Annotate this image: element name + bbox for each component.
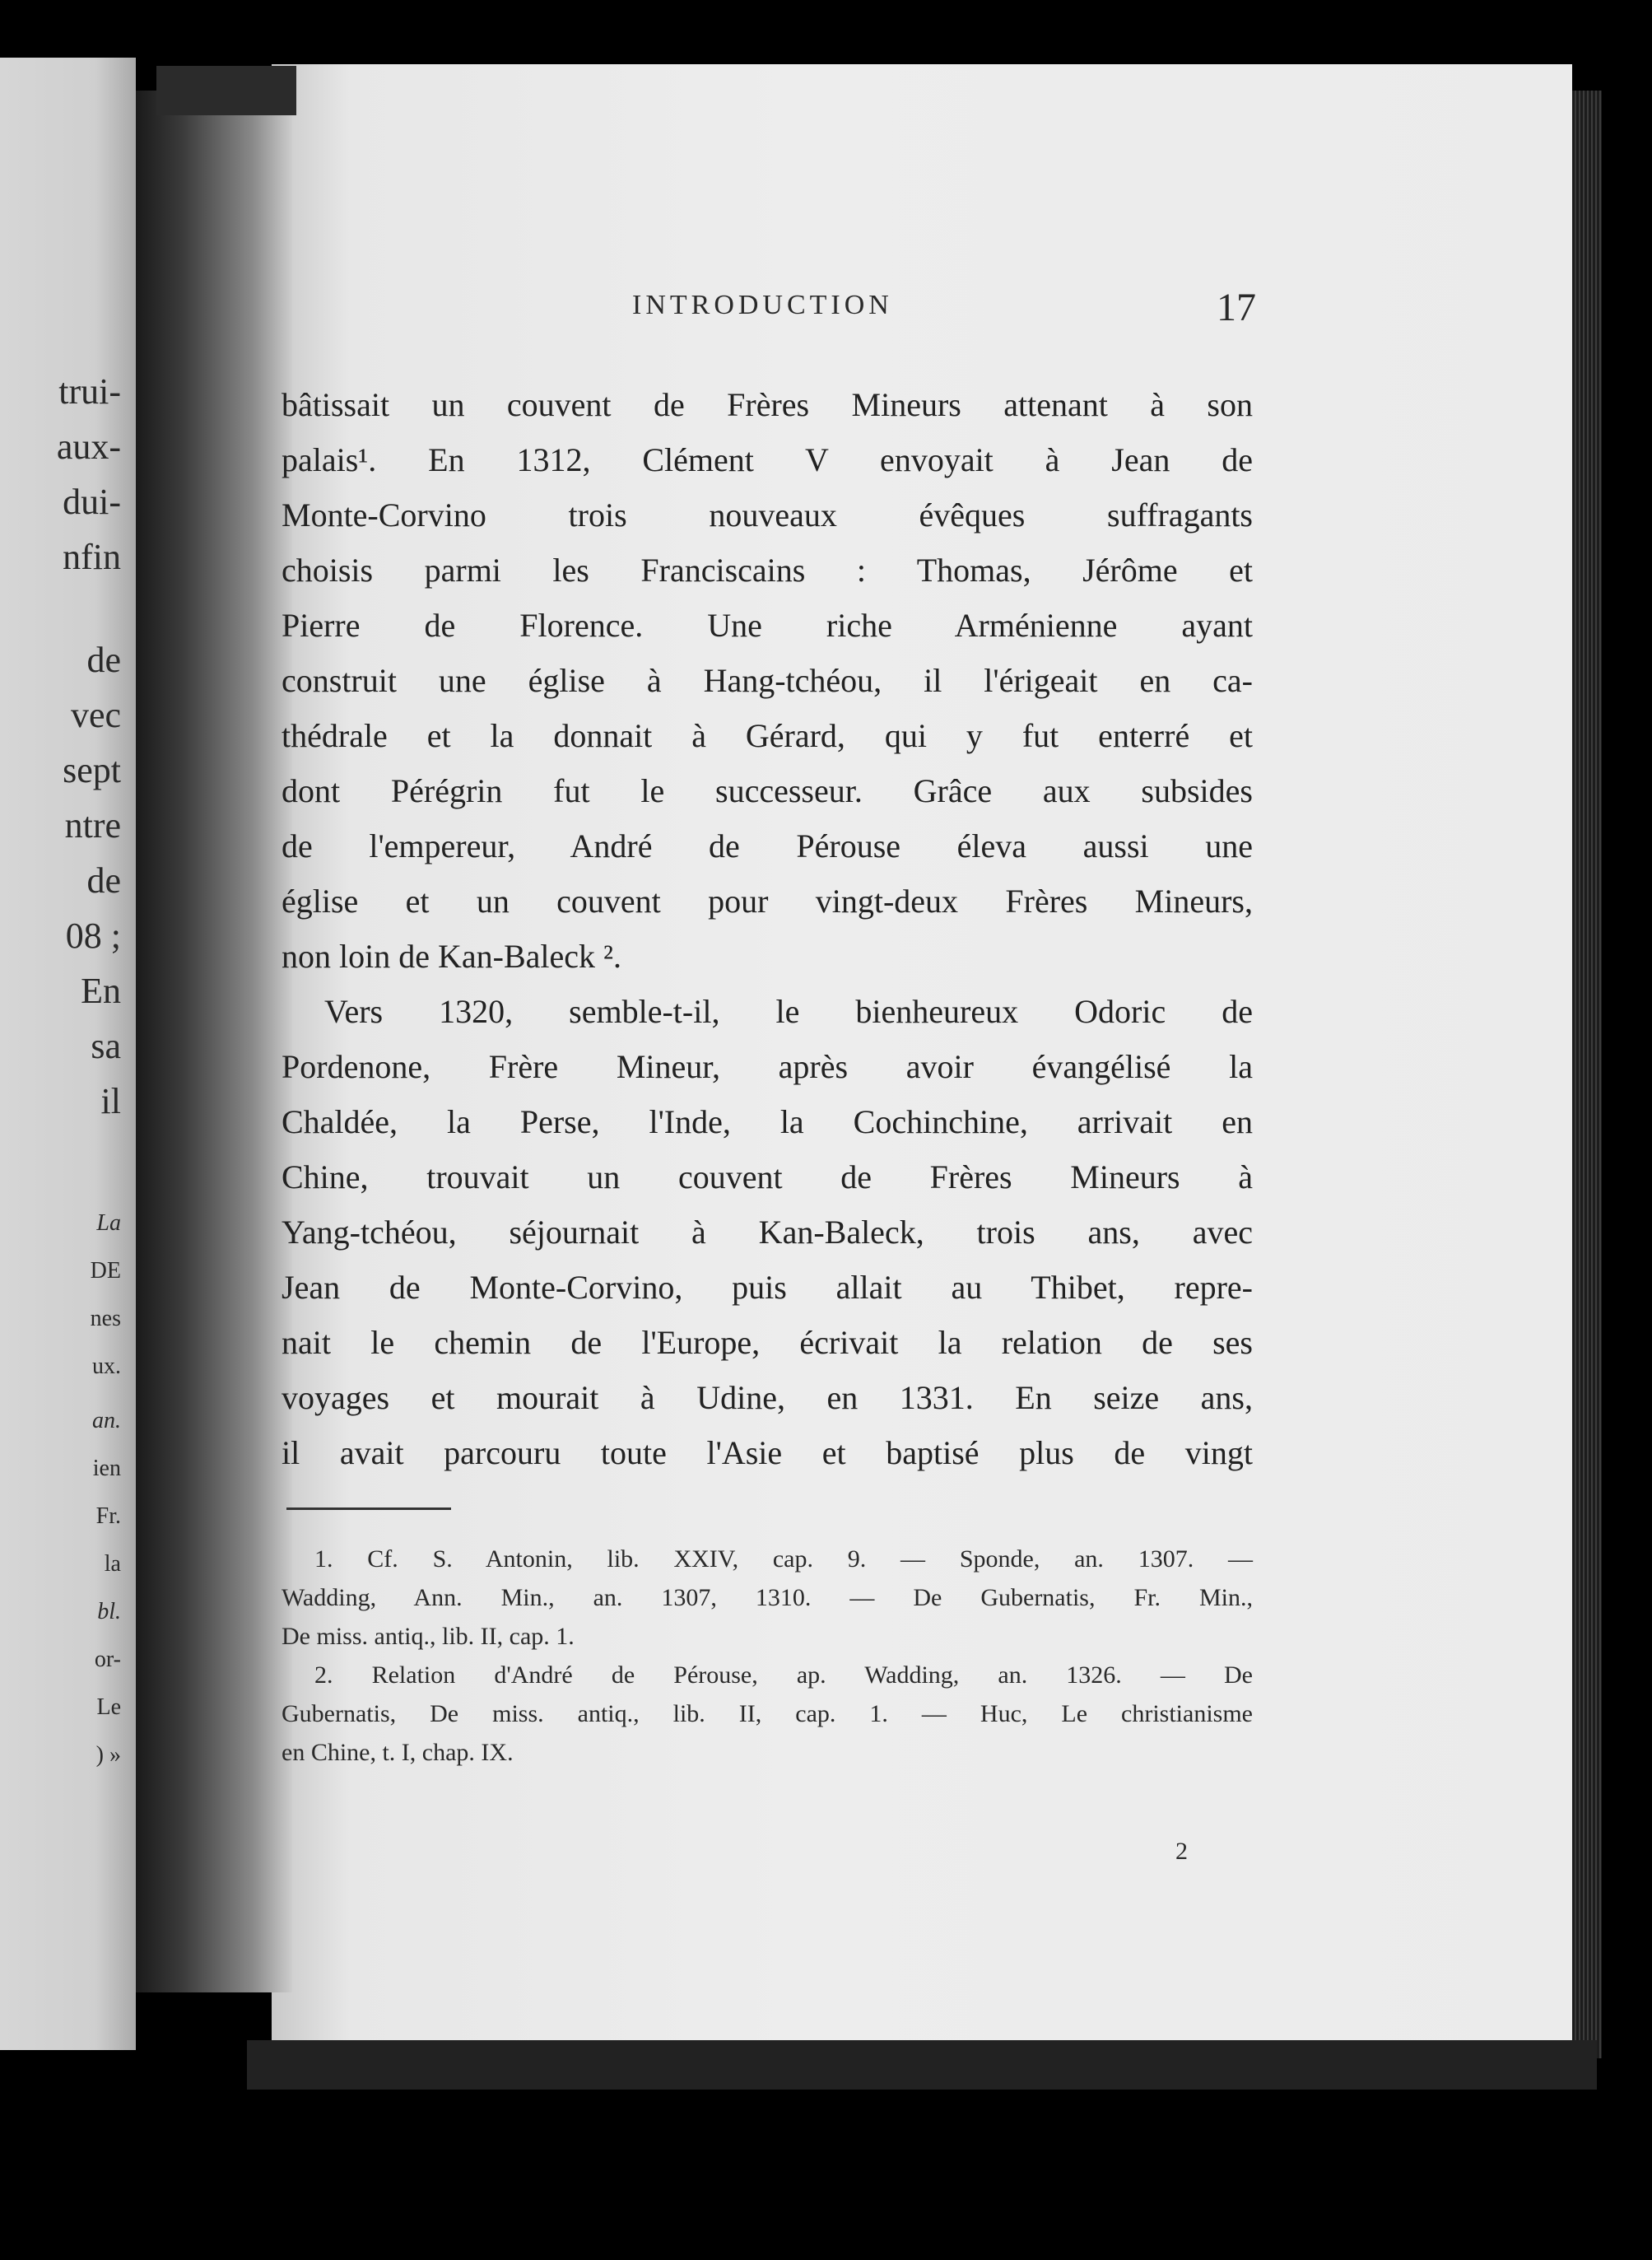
facing-page-line: sept [63, 750, 121, 790]
facing-page-footnote-line: la [104, 1551, 121, 1577]
facing-page-line: de [86, 860, 121, 901]
footnote-line: De miss. antiq., lib. II, cap. 1. [282, 1623, 575, 1650]
footnote-line: Gubernatis, De miss. antiq., lib. II, cap. 1. — Huc, Le christianisme [282, 1700, 1253, 1727]
facing-page-line: de [86, 640, 121, 680]
text-line: bâtissait un couvent de Frères Mineurs attenant à son [282, 386, 1253, 423]
facing-page-line: aux- [56, 426, 121, 467]
page-bottom-edge [247, 2040, 1597, 2090]
text-line: Pierre de Florence. Une riche Arménienne ayant [282, 607, 1253, 644]
text-line: construit une église à Hang-tchéou, il l'érigeait en ca- [282, 662, 1253, 699]
facing-page-line: ntre [64, 805, 121, 846]
text-line: Chaldée, la Perse, l'Inde, la Cochinchine, arrivait en [282, 1103, 1253, 1140]
facing-page-line: il [100, 1081, 121, 1121]
footnote-line: en Chine, t. I, chap. IX. [282, 1739, 514, 1766]
facing-page-line: sa [91, 1026, 121, 1066]
facing-page-footnote-line: ) » [95, 1742, 121, 1768]
text-line: palais¹. En 1312, Clément V envoyait à Jean de [282, 441, 1253, 478]
text-line: Monte-Corvino trois nouveaux évêques suffragants [282, 496, 1253, 534]
facing-page-footnote-line: bl. [97, 1599, 121, 1624]
text-line: Jean de Monte-Corvino, puis allait au Thibet, repre- [282, 1269, 1253, 1306]
text-line: voyages et mourait à Udine, en 1331. En seize ans, [282, 1379, 1253, 1416]
facing-page-line: nfin [63, 537, 121, 577]
text-line: Chine, trouvait un couvent de Frères Mineurs à [282, 1158, 1253, 1195]
text-line: dont Pérégrin fut le successeur. Grâce aux subsides [282, 772, 1253, 809]
text-line: Yang-tchéou, séjournait à Kan-Baleck, trois ans, avec [282, 1214, 1253, 1251]
signature-mark: 2 [1175, 1838, 1188, 1865]
facing-page-footnote-line: DE [90, 1258, 121, 1284]
text-line: choisis parmi les Franciscains : Thomas, Jérôme et [282, 552, 1253, 589]
facing-page-footnote-line: La [96, 1210, 121, 1236]
facing-page-footnote-line: or- [94, 1647, 121, 1672]
footnote-line: 2. Relation d'André de Pérouse, ap. Wadding, an. 1326. — De [314, 1661, 1253, 1689]
facing-page-footnote-line: Le [96, 1694, 121, 1720]
text-line: thédrale et la donnait à Gérard, qui y fut enterré et [282, 717, 1253, 754]
facing-page-line: dui- [63, 482, 121, 522]
book-gutter-top [156, 66, 296, 115]
facing-page-footnote-line: an. [92, 1408, 121, 1433]
footnote-line: Wadding, Ann. Min., an. 1307, 1310. — De Gubernatis, Fr. Min., [282, 1584, 1253, 1611]
footnote-separator [286, 1507, 451, 1510]
text-line: de l'empereur, André de Pérouse éleva aussi une [282, 827, 1253, 864]
facing-page-line: En [81, 971, 121, 1011]
text-line: il avait parcouru toute l'Asie et baptisé plus de vingt [282, 1434, 1253, 1471]
page-number: 17 [1217, 286, 1256, 329]
running-header: INTRODUCTION [632, 290, 893, 320]
book-gutter-shadow [136, 91, 292, 1992]
facing-page-line: 08 ; [65, 916, 121, 956]
facing-page-footnote-line: nes [90, 1306, 121, 1331]
facing-page-footnote-line: Fr. [95, 1503, 121, 1529]
text-line: église et un couvent pour vingt-deux Frères Mineurs, [282, 883, 1253, 920]
facing-page-footnote-line: ien [92, 1456, 121, 1481]
facing-page-fragment [0, 58, 136, 2050]
facing-page-line: vec [70, 695, 121, 735]
footnotes [282, 1540, 1253, 1772]
text-line: Vers 1320, semble-t-il, le bienheureux Odoric de [324, 993, 1253, 1030]
page-stack-edge [1572, 91, 1602, 2058]
text-line: nait le chemin de l'Europe, écrivait la relation de ses [282, 1324, 1253, 1361]
facing-page-line: trui- [58, 371, 121, 412]
footnote-line: 1. Cf. S. Antonin, lib. XXIV, cap. 9. — Sponde, an. 1307. — [314, 1545, 1253, 1573]
text-line: Pordenone, Frère Mineur, après avoir évangélisé la [282, 1048, 1253, 1085]
text-line: non loin de Kan-Baleck ². [282, 938, 621, 975]
body-text [282, 377, 1253, 1480]
facing-page-footnote-line: ux. [92, 1354, 121, 1379]
